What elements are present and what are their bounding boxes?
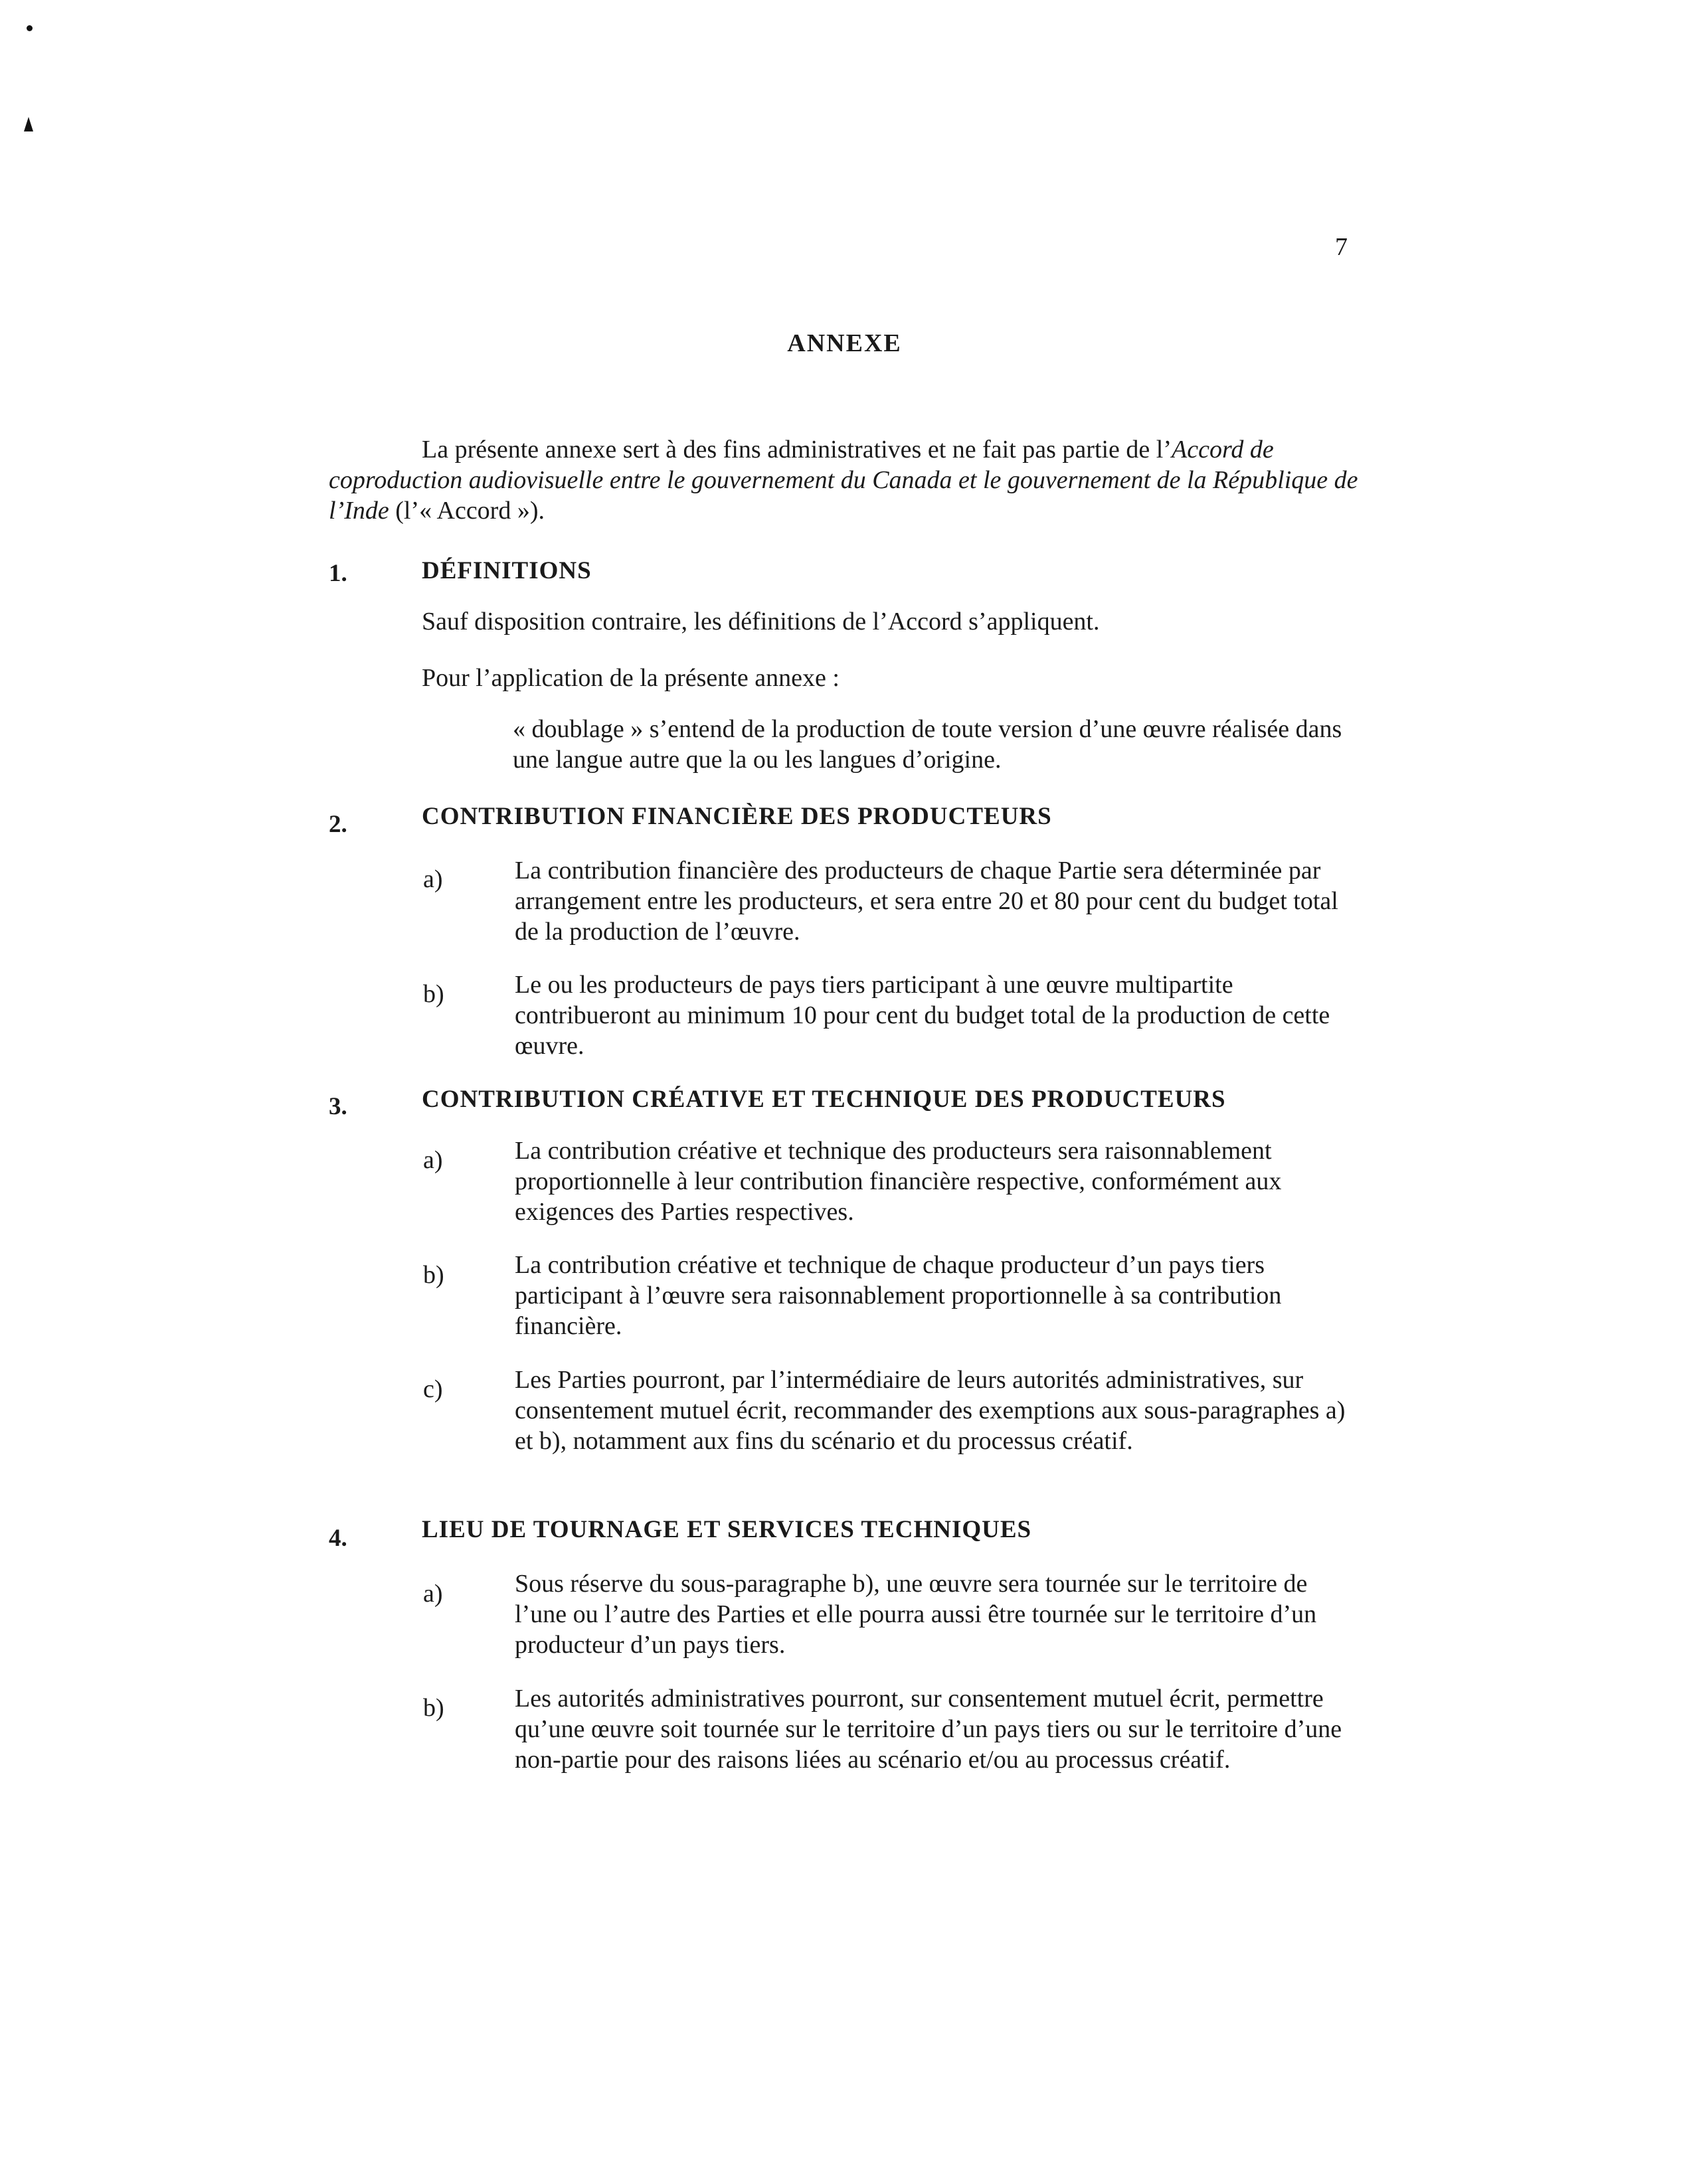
section-number-3: 3. xyxy=(329,1093,347,1120)
section-title-filming-location: LIEU DE TOURNAGE ET SERVICES TECHNIQUES xyxy=(422,1516,1032,1543)
definition-doublage: « doublage » s’entend de la production de toute version d’une œuvre réalisée dans une langue autre que la ou les langues d’origine. xyxy=(513,715,1342,774)
definitions-paragraph-1: Sauf disposition contraire, les définitions de l’Accord s’appliquent. xyxy=(422,608,1100,635)
item-text-2b: Le ou les producteurs de pays tiers participant à une œuvre multipartite contribueront au minimum 10 pour cent du budget total de la production de cette œuvre. xyxy=(515,971,1330,1060)
section-number-4: 4. xyxy=(329,1525,347,1552)
section-title-creative-contribution: CONTRIBUTION CRÉATIVE ET TECHNIQUE DES PRODUCTEURS xyxy=(422,1086,1226,1113)
intro-text-after: (l’« Accord »). xyxy=(389,497,545,525)
item-text-3a: La contribution créative et technique des producteurs sera raisonnablement proportionnelle à leur contribution financière respective, conformément aux exigences des Parties respectives. xyxy=(515,1137,1282,1226)
item-text-4a: Sous réserve du sous-paragraphe b), une œuvre sera tournée sur le territoire de l’une ou l’autre des Parties et elle pourra aussi être tournée sur le territoire d’un producteur d’un pays tiers. xyxy=(515,1570,1317,1659)
item-label-2b: b) xyxy=(423,980,444,1008)
page-number: 7 xyxy=(1335,233,1348,261)
section-number-2: 2. xyxy=(329,811,347,838)
agreement-title: Accord de coproduction audiovisuelle entre le gouvernement du Canada et le gouvernement de la République de l’Inde xyxy=(329,436,1358,525)
item-text-4b: Les autorités administratives pourront, sur consentement mutuel écrit, permettre qu’une œuvre soit tournée sur le territoire d’un pays tiers ou sur le territoire d’une non-partie pour des raisons liées au scénario et/ou au processus créatif. xyxy=(515,1685,1342,1774)
item-label-2a: a) xyxy=(423,865,443,893)
item-label-3a: a) xyxy=(423,1146,443,1174)
item-label-4a: a) xyxy=(423,1580,443,1608)
item-text-3b: La contribution créative et technique de chaque producteur d’un pays tiers participant à l’œuvre sera raisonnablement proportionnelle à sa contribution financière. xyxy=(515,1251,1282,1340)
section-title-definitions: DÉFINITIONS xyxy=(422,557,592,584)
scan-mark-triangle xyxy=(24,117,33,131)
item-label-4b: b) xyxy=(423,1694,444,1722)
annex-title: ANNEXE xyxy=(787,329,902,357)
intro-text-before: La présente annexe sert à des fins administratives et ne fait pas partie de l’ xyxy=(422,436,1172,463)
item-text-3c: Les Parties pourront, par l’intermédiaire de leurs autorités administratives, sur consentement mutuel écrit, recommander des exemptions aux sous-paragraphes a) et b), notamment aux fins du scénario et du processus créatif. xyxy=(515,1366,1346,1455)
definitions-paragraph-2: Pour l’application de la présente annexe : xyxy=(422,664,840,692)
section-number-1: 1. xyxy=(329,560,347,587)
section-title-financial-contribution: CONTRIBUTION FINANCIÈRE DES PRODUCTEURS xyxy=(422,803,1052,830)
item-label-3b: b) xyxy=(423,1261,444,1289)
scan-mark-dot xyxy=(27,25,33,31)
item-label-3c: c) xyxy=(423,1375,443,1403)
intro-paragraph xyxy=(329,434,1365,526)
item-text-2a: La contribution financière des producteurs de chaque Partie sera déterminée par arrangement entre les producteurs, et sera entre 20 et 80 pour cent du budget total de la production de l’œuvre. xyxy=(515,857,1338,946)
